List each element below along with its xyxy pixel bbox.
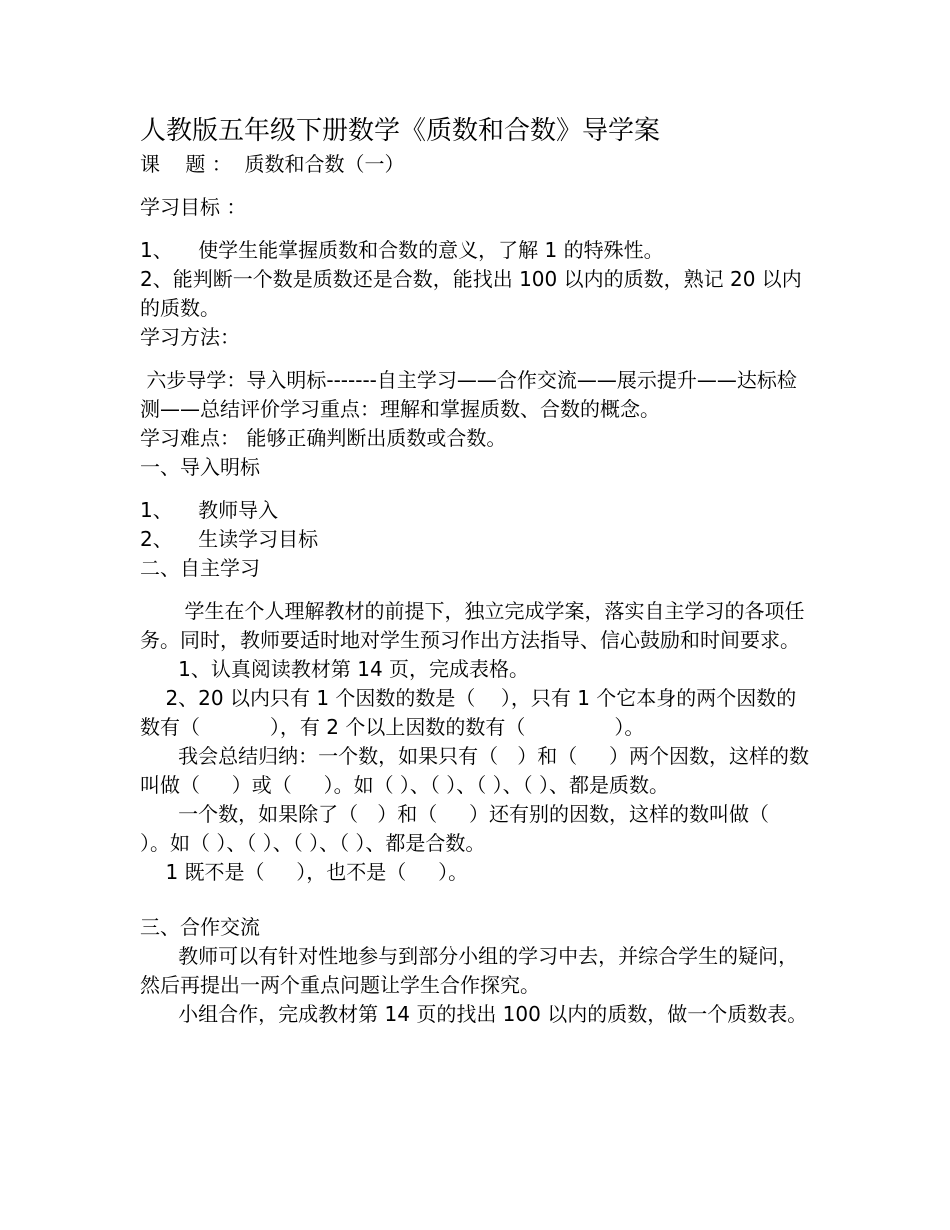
task-item-2: 2、20 以内只有 1 个因数的数是（ ），只有 1 个它本身的两个因数的数有（ ），有 2 个以上因数的数有（ ）。 [140,686,797,739]
goal-item-1: 1、 使学生能掌握质数和合数的意义，了解 1 的特殊性。 [140,238,664,262]
step-item-2: 2、 生读学习目标 [140,527,319,551]
cooperation-text: 教师可以有针对性地参与到部分小组的学习中去，并综合学生的疑问，然后再提出一两个重点问题让学生合作探究。 [140,944,799,997]
summary-composite: 一个数，如果除了（ ）和（ ）还有别的因数，这样的数叫做（ ）。如（ ）、（ ）、（ ）、（ ）、都是合数。 [140,802,795,855]
self-study-intro: 学生在个人理解教材的前提下，独立完成学案，落实自主学习的各项任务。同时，教师要适时地对学生预习作出方法指导、信心鼓励和时间要求。 [140,599,805,652]
task-item-1: 1、认真阅读教材第 14 页，完成表格。 [140,657,530,681]
document-body [140,112,810,1029]
goals-heading: 学习目标 ： [140,195,247,219]
lesson-topic: 课 题 ： 质数和合数（一） [140,152,405,176]
summary-one: 1 既不是（ ），也不是（ ）。 [140,860,469,884]
step-item-1: 1、 教师导入 [140,498,279,522]
document-title: 人教版五年级下册数学《质数和合数》导学案 [140,116,661,146]
group-work-text: 小组合作，完成教材第 14 页的找出 100 以内的质数，做一个质数表。 [140,1002,808,1026]
difficulty-text: 学习难点： 能够正确判断出质数或合数。 [140,426,507,450]
goal-item-2: 2、能判断一个数是质数还是合数，能找出 100 以内的质数，熟记 20 以内的质数。 [140,267,802,320]
section-heading-3: 三、合作交流 [140,915,260,939]
section-heading-1: 一、导入明标 [140,455,260,479]
method-text: 六步导学：导入明标-------自主学习——合作交流——展示提升——达标检测——总结评价学习重点：理解和掌握质数、合数的概念。 [140,368,797,421]
section-heading-2: 二、自主学习 [140,556,260,580]
summary-prime: 我会总结归纳：一个数，如果只有（ ）和（ ）两个因数，这样的数叫做（ ）或（ ）。如（ ）、（ ）、（ ）、（ ）、都是质数。 [140,744,810,797]
method-heading: 学习方法： [140,325,240,349]
